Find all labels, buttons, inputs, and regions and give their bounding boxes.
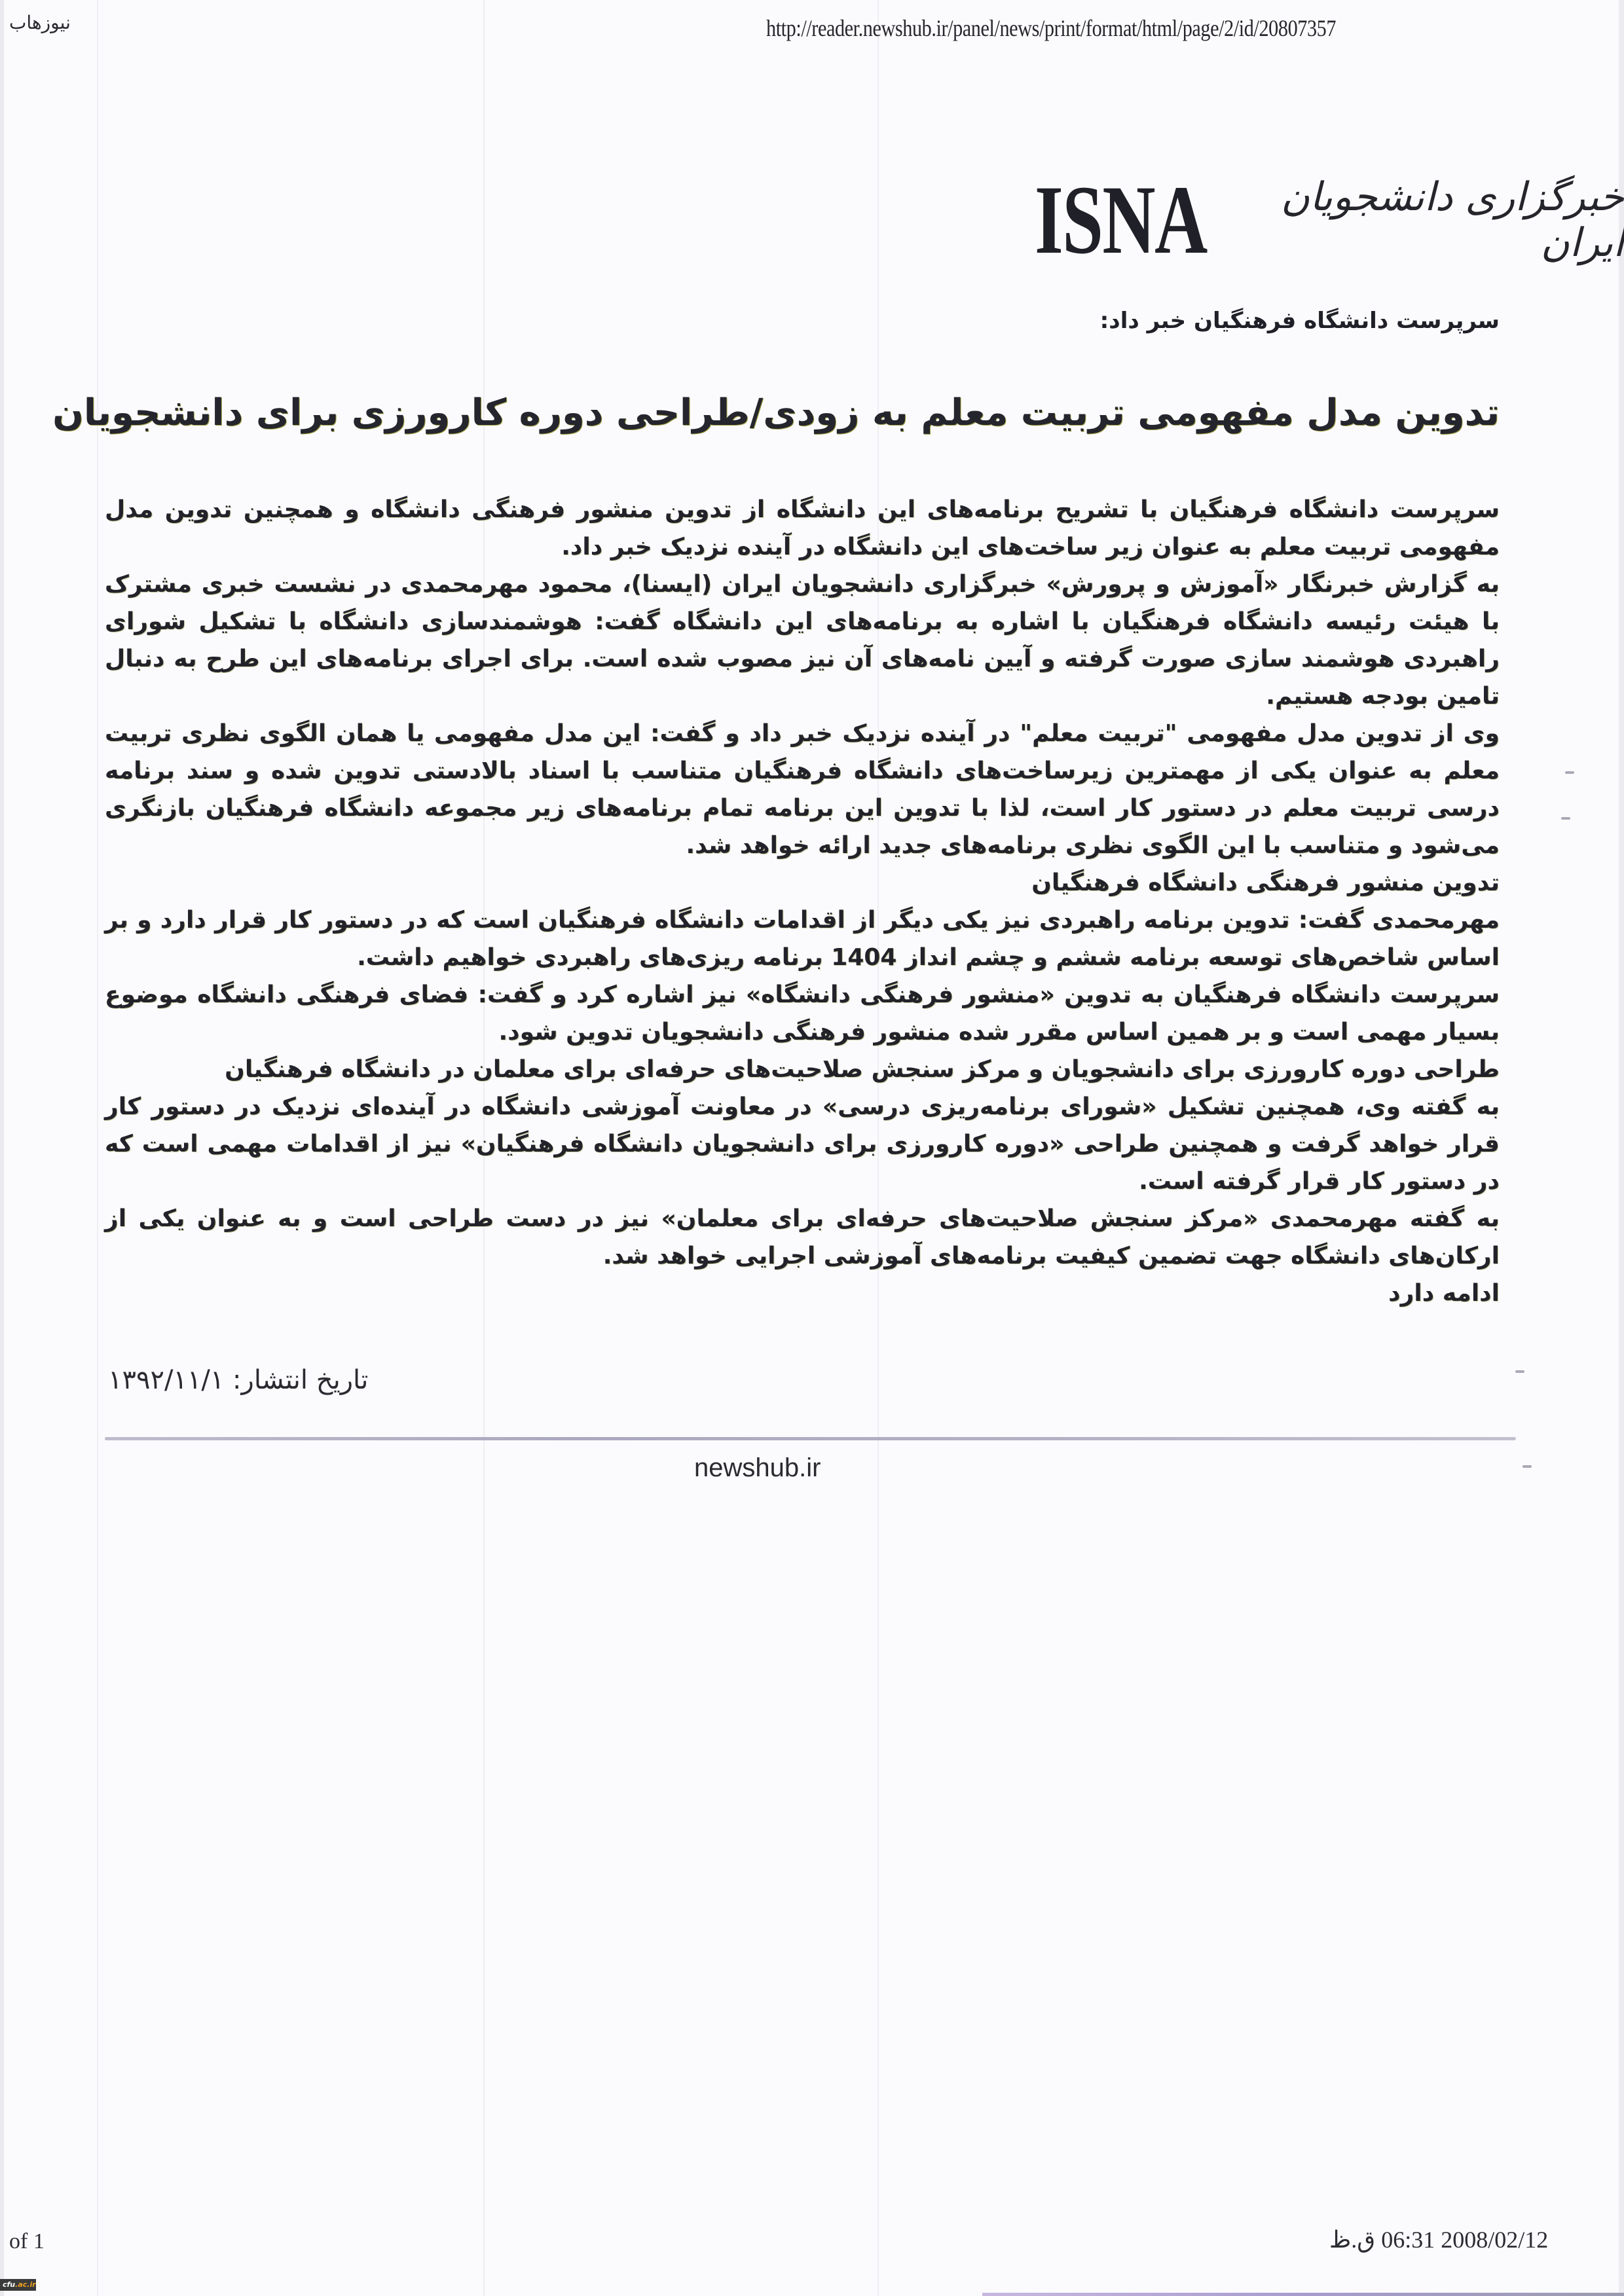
paragraph-curriculum-council: به گفته وی، همچنین تشکیل «شورای برنامه‌ریزی درسی» در معاونت آموزشی دانشگاه در آینده‌ای نزدیک در دستور کار قرار خواهد گرفت و همچنین طراحی «دوره کارورزی برای دانشجویان دانشگاه فرهنگیان» نیز از اقدامات مهمی است که در دستور کار قرار گرفته است. [105,1093,1500,1195]
scan-speck [1515,1370,1524,1373]
footer-divider [105,1437,1516,1440]
isna-logo [1035,164,1624,276]
watermark-accent: .ac.ir [15,2280,36,2289]
header-url[interactable]: http://reader.newshub.ir/panel/news/print/format/html/page/2/id/20807357 [766,15,1337,41]
scan-edge-left [0,0,4,2296]
paragraph-strategic-plan: مهرمحمدی گفت: تدوین برنامه راهبردی نیز یکی دیگر از اقدامات دانشگاه فرهنگیان است که در دستور کار قرار دارد و بر اساس شاخص‌های توسعه برنامه ششم و چشم انداز 1404 برنامه ریزی‌های راهبردی خواهیم داشت. [105,907,1500,971]
watermark-badge [0,2279,36,2291]
scan-speck [1561,817,1570,820]
article-supertitle: سرپرست دانشگاه فرهنگیان خبر داد: [1099,308,1500,334]
logo-persian: خبرگزاری دانشجویان ایران [1280,174,1624,266]
publish-date: تاریخ انتشار: ۱۳۹۲/۱۱/۱ [108,1365,369,1395]
footer-site-name[interactable]: newshub.ir [694,1453,821,1482]
scan-bottom-stripe [982,2293,1624,2296]
scan-speck [1565,771,1574,774]
print-datetime: 2008/02/12 06:31 ق.ظ [1329,2227,1549,2253]
article-body [105,491,1500,1312]
paragraph-smart-university: به گزارش خبرنگار «آموزش و پرورش» خبرگزاری دانشجویان ایران (ایسنا)، محمود مهرمحمدی در نشست خبری مشترک با هیئت رئیسه دانشگاه فرهنگیان با اشاره به برنامه‌های این دانشگاه گفت: هوشمندسازی دانشگاه با تشکیل شورای راهبردی هوشمند سازی صورت گرفته و آیین نامه‌های آن نیز مصوب شده است. برای اجرای برنامه‌های این طرح به دنبال تامین بودجه هستیم. [105,571,1500,710]
scan-edge-right [1619,0,1624,2296]
to-be-continued: ادامه دارد [1388,1280,1500,1307]
page-count: of 1 [9,2229,45,2253]
header-site-label: نیوزهاب [9,12,71,33]
paragraph-assessment-center: به گفته مهرمحمدی «مرکز سنجش صلاحیت‌های حرفه‌ای برای معلمان» نیز در دست طراحی است و به عنوان یکی از ارکان‌های دانشگاه جهت تضمین کیفیت برنامه‌های آموزشی اجرایی خواهد شد. [105,1205,1500,1269]
subheading-internship: طراحی دوره کارورزی برای دانشجویان و مرکز سنجش صلاحیت‌های حرفه‌ای برای معلمان در دانشگاه فرهنگیان [225,1056,1500,1083]
watermark-main: cfu [3,2280,16,2289]
paragraph-cultural-charter: سرپرست دانشگاه فرهنگیان به تدوین «منشور فرهنگی دانشگاه» نیز اشاره کرد و گفت: فضای فرهنگی دانشگاه موضوع بسیار مهمی است و بر همین اساس مقرر شده منشور فرهنگی دانشجویان تدوین شود. [105,981,1500,1046]
scan-speck [1522,1465,1532,1468]
logo-latin: ISNA [1035,166,1207,274]
paragraph-intro: سرپرست دانشگاه فرهنگیان با تشریح برنامه‌های این دانشگاه از تدوین منشور فرهنگی دانشگاه و همچنین تدوین مدل مفهومی تربیت معلم به عنوان زیر ساخت‌های این دانشگاه در آینده نزدیک خبر داد. [105,496,1500,560]
paragraph-conceptual-model: وی از تدوین مدل مفهومی "تربیت معلم" در آینده نزدیک خبر داد و گفت: این مدل مفهومی یا همان الگوی نظری تربیت معلم به عنوان یکی از مهمترین زیرساخت‌های دانشگاه فرهنگیان متناسب با اسناد بالادستی تدوین شده و سند برنامه درسی تربیت معلم در دستور کار است، لذا با تدوین این برنامه تمام برنامه‌های زیر مجموعه دانشگاه فرهنگیان بازنگری می‌شود و متناسب با این الگوی نظری برنامه‌های جدید ارائه خواهد شد. [105,720,1500,859]
subheading-cultural-charter: تدوین منشور فرهنگی دانشگاه فرهنگیان [1031,869,1500,896]
article-headline: تدوین مدل مفهومی تربیت معلم به زودی/طراحی دوره کارورزی برای دانشجویان [52,392,1500,434]
scan-streak [97,0,98,2296]
